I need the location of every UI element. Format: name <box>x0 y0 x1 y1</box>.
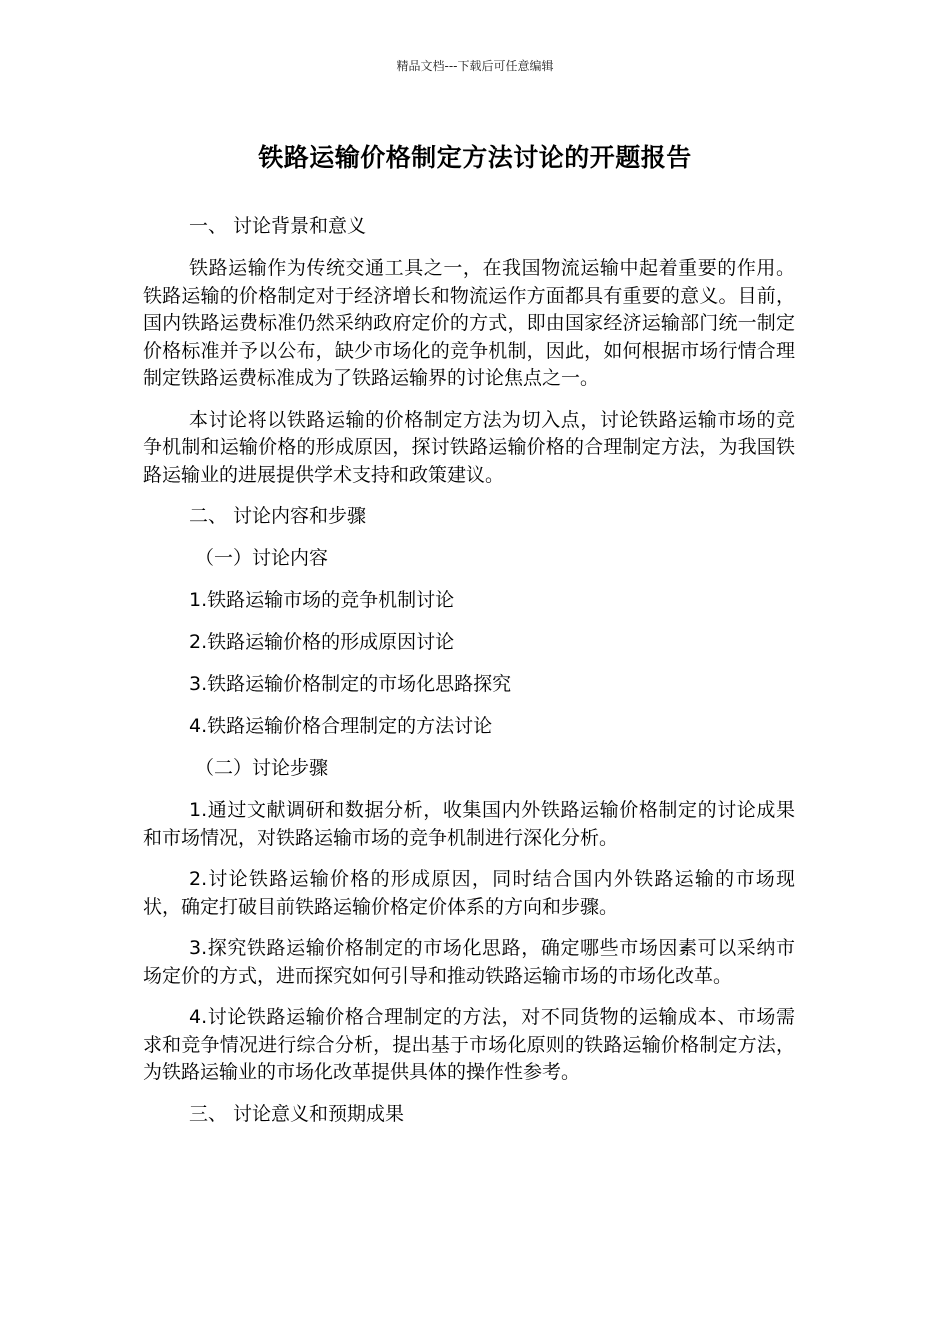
content-item: 4.铁路运输价格合理制定的方法讨论 <box>189 715 493 737</box>
step-paragraph: 3.探究铁路运输价格制定的市场化思路，确定哪些市场因素可以采纳市场定价的方式，进而探究如何引导和推动铁路运输市场的市场化改革。 <box>143 937 795 987</box>
document-title: 铁路运输价格制定方法讨论的开题报告 <box>258 143 692 172</box>
step-paragraph: 2.讨论铁路运输价格的形成原因，同时结合国内外铁路运输的市场现状，确定打破目前铁路运输价格定价体系的方向和步骤。 <box>143 868 795 918</box>
content-item: 2.铁路运输价格的形成原因讨论 <box>189 631 455 653</box>
section-heading-3: 三、 讨论意义和预期成果 <box>189 1102 405 1125</box>
content-item: 1.铁路运输市场的竞争机制讨论 <box>189 589 455 611</box>
header-note: 精品文档---下载后可任意编辑 <box>396 59 554 73</box>
step-paragraph: 1.通过文献调研和数据分析，收集国内外铁路运输价格制定的讨论成果和市场情况，对铁路运输市场的竞争机制进行深化分析。 <box>143 799 795 849</box>
subheading-steps: （二）讨论步骤 <box>195 757 329 779</box>
document-body <box>143 213 795 1143</box>
section-heading-2: 二、 讨论内容和步骤 <box>189 505 367 527</box>
section-heading-1: 一、 讨论背景和意义 <box>189 215 367 237</box>
content-item: 3.铁路运输价格制定的市场化思路探究 <box>189 673 512 695</box>
subheading-content: （一）讨论内容 <box>195 547 329 569</box>
paragraph-background: 铁路运输作为传统交通工具之一，在我国物流运输中起着重要的作用。铁路运输的价格制定对于经济增长和物流运作方面都具有重要的意义。目前，国内铁路运费标准仍然采纳政府定价的方式，即由国家经济运输部门统一制定价格标准并予以公布，缺少市场化的竞争机制，因此，如何根据市场行情合理制定铁路运费标准成为了铁路运输界的讨论焦点之一。 <box>143 257 795 389</box>
paragraph-purpose: 本讨论将以铁路运输的价格制定方法为切入点，讨论铁路运输市场的竞争机制和运输价格的形成原因，探讨铁路运输价格的合理制定方法，为我国铁路运输业的进展提供学术支持和政策建议。 <box>143 408 795 486</box>
step-paragraph: 4.讨论铁路运输价格合理制定的方法，对不同货物的运输成本、市场需求和竞争情况进行综合分析，提出基于市场化原则的铁路运输价格制定方法，为铁路运输业的市场化改革提供具体的操作性参考。 <box>143 1006 795 1083</box>
